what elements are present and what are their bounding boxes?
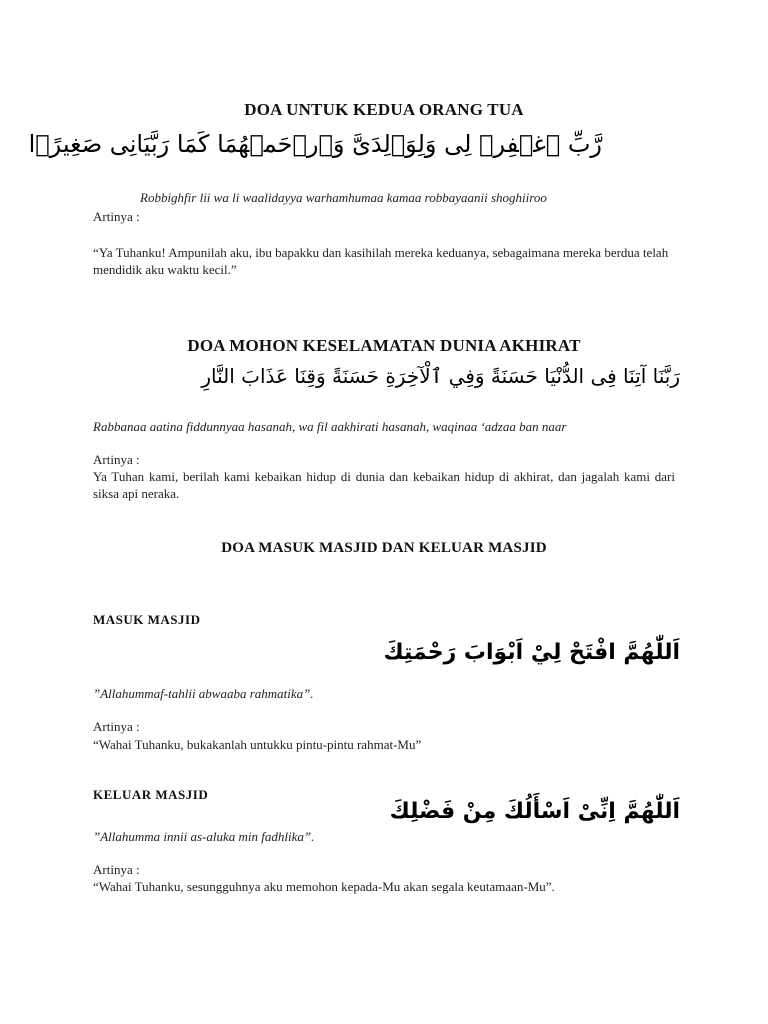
section2-artinya-label: Artinya : — [93, 452, 140, 467]
section1-arabic: رَّبِّ ٱغۡفِرۡ لِى وَلِوَٲلِدَىَّ وَٱرۡحَمۡهُمَا كَمَا رَبَّيَانِى صَغِيرً۬ا — [28, 130, 602, 158]
section1-title: DOA UNTUK KEDUA ORANG TUA — [244, 100, 524, 119]
keluar-arabic: اَللّٰهُمَّ اِنِّىْ اَسْأَلُكَ مِنْ فَضْلِكَ — [389, 799, 680, 824]
section2-transliteration: Rabbanaa aatina fiddunnyaa hasanah, wa fil aakhirati hasanah, waqinaa ‘adzaa ban naar — [93, 419, 567, 434]
keluar-meaning: “Wahai Tuhanku, sesungguhnya aku memohon kepada-Mu akan segala keutamaan-Mu”. — [93, 879, 555, 894]
keluar-artinya-label: Artinya : — [93, 862, 140, 877]
masuk-meaning: “Wahai Tuhanku, bukakanlah untukku pintu-pintu rahmat-Mu” — [93, 737, 422, 752]
masuk-arabic: اَللّٰهُمَّ افْتَحْ لِيْ اَبْوَابَ رَحْمَتِكَ — [383, 640, 680, 665]
section1-meaning: “Ya Tuhanku! Ampunilah aku, ibu bapakku dan kasihilah mereka keduanya, sebagaimana mereka berdua telah mendidik aku waktu kecil.” — [93, 245, 669, 277]
keluar-transliteration: ”Allahumma innii as-aluka min fadhlika”. — [93, 829, 315, 844]
masuk-heading: MASUK MASJID — [93, 612, 201, 627]
section3-title: DOA MASUK MASJID DAN KELUAR MASJID — [221, 540, 547, 556]
keluar-heading: KELUAR MASJID — [93, 787, 209, 802]
masuk-artinya-label: Artinya : — [93, 719, 140, 734]
section2-meaning: Ya Tuhan kami, berilah kami kebaikan hidup di dunia dan kebaikan hidup di akhirat, dan jagalah kami dari siksa api neraka. — [93, 469, 675, 501]
section2-title: DOA MOHON KESELAMATAN DUNIA AKHIRAT — [187, 336, 581, 355]
section1-artinya-label: Artinya : — [93, 209, 140, 224]
masuk-transliteration: ”Allahummaf-tahlii abwaaba rahmatika”. — [93, 686, 314, 701]
section2-arabic: رَبَّنَا آتِنَا فِى الدُّنْيَا حَسَنَةً وَفِي ٱلْآخِرَةِ حَسَنَةً وَقِنَا عَذَابَ النَّارِ — [201, 364, 680, 388]
section1-transliteration: Robbighfir lii wa li waalidayya warhamhumaa kamaa robbayaanii shoghiiroo — [140, 190, 547, 205]
